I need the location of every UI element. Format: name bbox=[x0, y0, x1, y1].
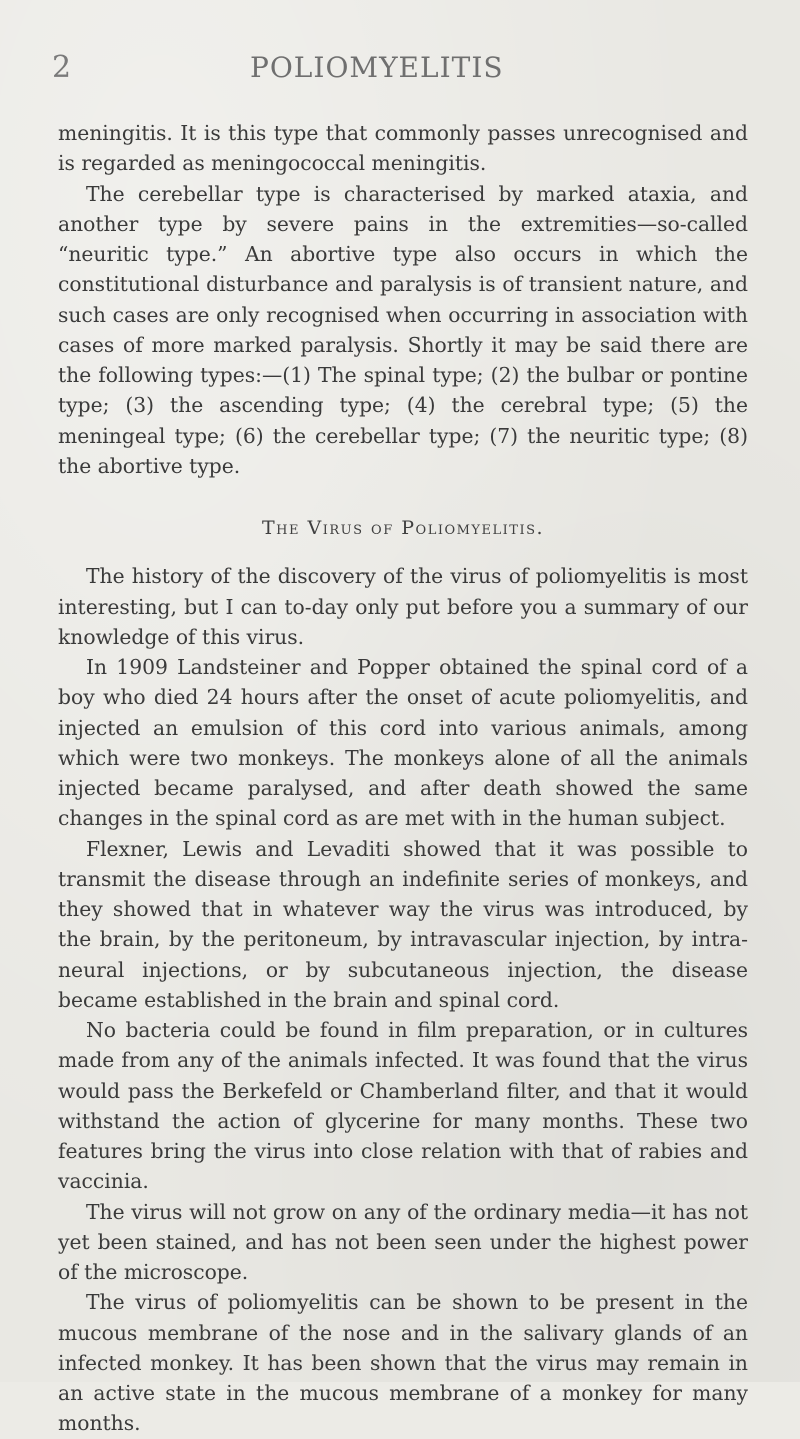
running-title: POLIOMYELITIS bbox=[250, 51, 504, 84]
page-number: 2 bbox=[52, 50, 72, 85]
paragraph-types: The cerebellar type is characterised by marked ataxia, and another type by severe pains in the extremities—so-called “neuritic type.” An abortive type also occurs in which the constitutional disturbance and paralysis is of transient nature, and such cases are only recognised when occurring in association with cases of more marked paralysis. Shortly it may be said there are the following types:—(1) The spinal type; (2) the bulbar or pontine type; (3) the ascending type; (4) the cerebral type; (5) the meningeal type; (6) the cerebellar type; (7) the neuritic type; (8) the abortive type. bbox=[58, 181, 748, 478]
paragraph-landsteiner: In 1909 Landsteiner and Popper obtained the spinal cord of a boy who died 24 hours after the onset of acute poliomyelitis, and injected an emulsion of this cord into various animals, among which were two monkeys. The monkeys alone of all the animals injected became paralysed, and after death showed the same changes in the spinal cord as are met with in the human subject. bbox=[58, 655, 748, 831]
paragraph-media: The virus will not grow on any of the ordinary media—it has not yet been stained, and has not been seen under the highest power of the microscope. bbox=[58, 1199, 748, 1284]
paragraph-continued: meningitis. It is this type that commonly passes unrecognised and is regarded as meningococcal meningitis. bbox=[58, 121, 748, 176]
section-heading: The Virus of Poliomyelitis. bbox=[261, 517, 545, 539]
paragraph-mucous-membrane: The virus of poliomyelitis can be shown to be present in the mucous membrane of the nose and in the salivary glands of an infected monkey. It has been shown that the virus may remain in an active state in the mucous membrane of a monkey for many months. bbox=[58, 1290, 748, 1436]
paragraph-bacteria: No bacteria could be found in film preparation, or in cultures made from any of the animals infected. It was found that the virus would pass the Berkefeld or Chamberland filter, and that it would withstand the action of glycerine for many months. These two features bring the virus into close relation with that of rabies and vaccinia. bbox=[58, 1018, 748, 1194]
body-text bbox=[58, 118, 748, 1439]
paragraph-flexner: Flexner, Lewis and Levaditi showed that it was possible to transmit the disease through an indefinite series of monkeys, and they showed that in whatever way the virus was introduced, by the brain, by the peritoneum, by intravascular injection, by intra-neural injections, or by subcutaneous injection, the disease became established in the brain and spinal cord. bbox=[58, 836, 748, 1012]
paragraph-history: The history of the discovery of the virus of poliomyelitis is most interesting, but I can to-day only put before you a summary of our knowledge of this virus. bbox=[58, 564, 748, 649]
page-header bbox=[52, 50, 742, 86]
